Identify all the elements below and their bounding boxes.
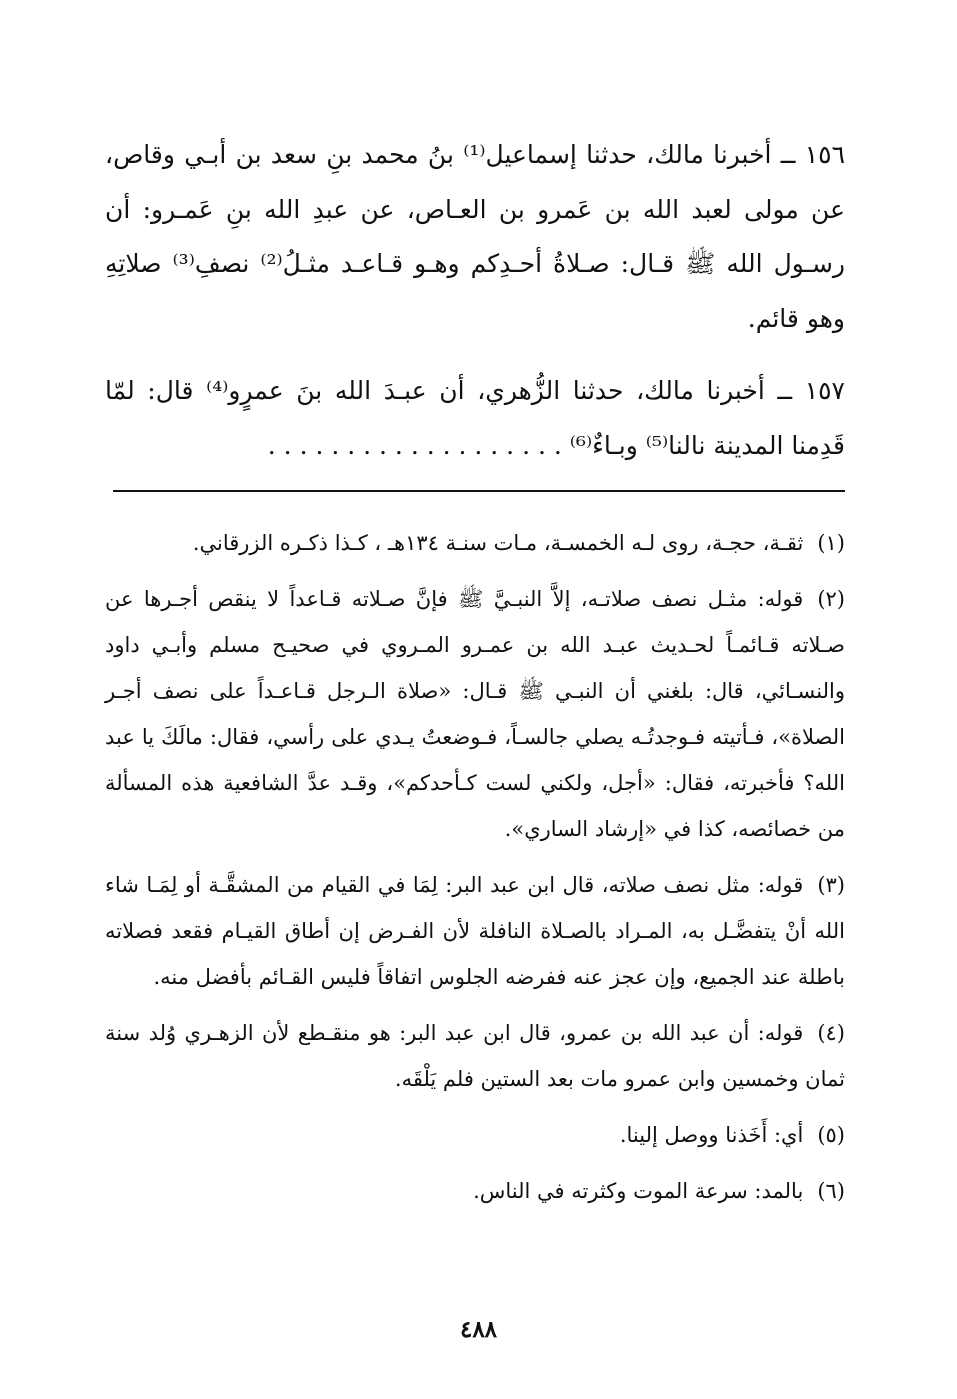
footnote-number: (٢) (817, 587, 845, 611)
footnote-6 (105, 1168, 845, 1214)
footnote-text: أي: أَخَذنا ووصل إلينا. (619, 1123, 804, 1147)
hadith-156: ١٥٦ ــ أخبرنا مالك، حدثنا إسماعيل⁽¹⁾ بنُ محمد بنِ سعد بن أبـي وقاص، عن مولى لعبد الله بن عَمرو بن العـاص، عن عبدِ الله بنِ عَمـرو: أن رسـول الله ﷺ قـال: صـلاةُ أحـدِكم وهـو قـاعـد مثـلُ⁽²⁾ نصفِ⁽³⁾ صلاتِهِ وهو قائم. (105, 140, 846, 333)
footnote-number: (٦) (817, 1179, 845, 1203)
footnote-number: (٥) (817, 1123, 845, 1147)
footnote-number: (٤) (817, 1021, 845, 1045)
footnote-text: قوله: مثـل نصف صلاتـه، إلاَّ النبـيَّ ﷺ فإنَّ صـلاته قـاعداً لا ينقص أجـرها عن صـلاته قـائمـاً لحـديث عبـد الله بن عمـرو المـروي في صحيـح مسلم وأبـي داود والنسـائي، قال: بلغني أن النبـي ﷺ قـال: «صلاة الـرجل قـاعـداً على نصف أجـر الصلاة»، فـأتيته فـوجدتُـه يصلي جالسـاً، فـوضعتُ يـدي على رأسي، فقال: مالَكَ يا عبد الله؟ فأخبرته، فقال: «أجل، ولكني لست كـأحدكم»، وقـد عدَّ الشافعية هذه المسألة من خصائصه، كذا في «إرشاد الساري». (105, 587, 845, 841)
footnote-3 (105, 862, 845, 1000)
hadith-157: ١٥٧ ــ أخبرنا مالك، حدثنا الزُّهري، أن عبـدَ الله بنَ عمرٍو⁽⁴⁾ قال: لمّا قَدِمنا المدينة نالنا⁽⁵⁾ وبـاءٌ⁽⁶⁾ . . . . . . . . . . . . . . . . . . . (105, 376, 845, 460)
footnote-1 (105, 520, 845, 566)
footnote-number: (١) (817, 531, 845, 555)
footnote-text: قوله: مثل نصف صلاته، قال ابن عبد البر: لِمَا في القيام من المشقَّـة أو لِمَـا شاء الله أنْ يتفضَّـل به، المـراد بالصـلاة النافلة لأن الفـرض إن أطاق القيـام فقعد فصلاته باطلة عند الجميع، وإن عجز عنه ففرضه الجلوس اتفاقاً فليس القـائم بأفضل منه. (105, 873, 845, 989)
footnote-text: بالمد: سرعة الموت وكثرته في الناس. (473, 1179, 804, 1203)
footnote-number: (٣) (817, 873, 845, 897)
footnote-text: ثقـة، حجـة، روى لـه الخمسـة، مـات سنـة ١٣٤هـ ، كـذا ذكـره الزرقاني. (192, 531, 804, 555)
main-text (105, 128, 845, 491)
footnote-2 (105, 576, 845, 852)
footnote-4 (105, 1010, 845, 1102)
footnotes (105, 520, 845, 1224)
page-number: ٤٨٨ (459, 1316, 498, 1343)
footnote-text: قوله: أن عبد الله بن عمرو، قال ابن عبد البر: هو منقـطع لأن الزهـري وُلد سنة ثمان وخمسين وابن عمرو مات بعد الستين فلم يَلْقَه. (105, 1021, 845, 1091)
footnote-5 (105, 1112, 845, 1158)
footnote-divider (113, 490, 845, 492)
